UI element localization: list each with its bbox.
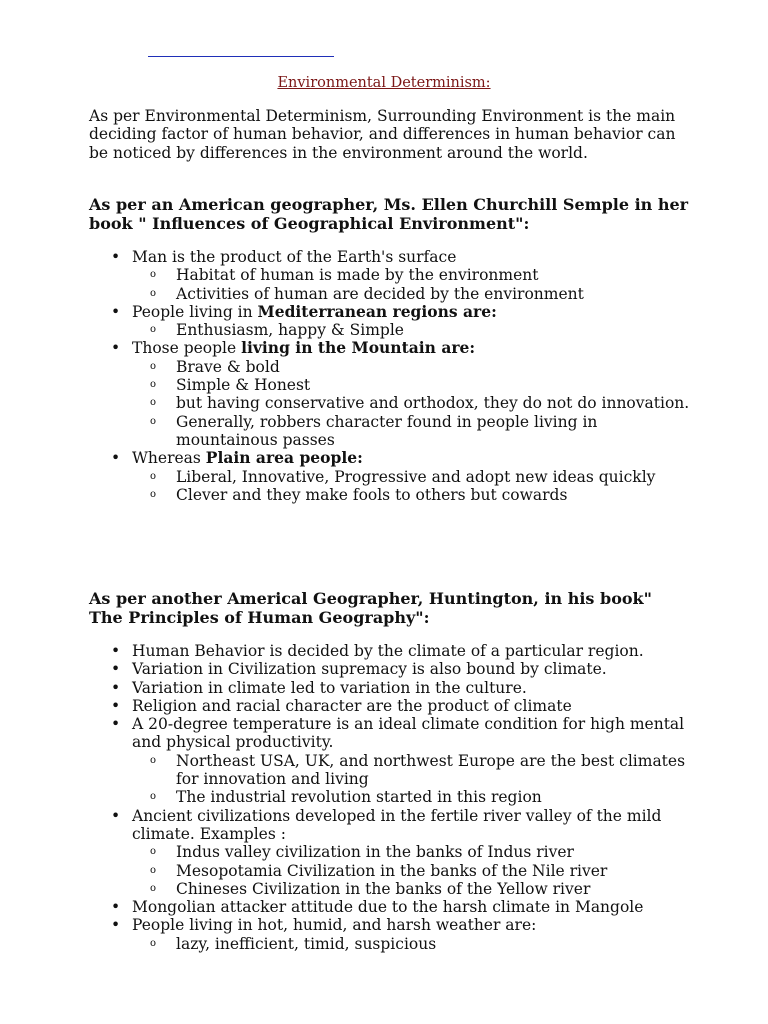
- list-item: • Whereas Plain area people: o Liberal, Innovative, Progressive and adopt new ideas quickly o Clever and they make fools to others but cowards: [111, 449, 691, 504]
- list-item: • Human Behavior is decided by the climate of a particular region.: [111, 642, 691, 660]
- sub-list-item: o Indus valley civilization in the banks of Indus river: [176, 843, 691, 861]
- sub-list-item: o Habitat of human is made by the environment: [176, 266, 691, 284]
- sub-list-item: o Chineses Civilization in the banks of the Yellow river: [176, 880, 691, 898]
- sub-list-item: o Liberal, Innovative, Progressive and adopt new ideas quickly: [176, 468, 691, 486]
- sub-list-item: o Generally, robbers character found in people living in mountainous passes: [176, 413, 691, 450]
- sub-list-item: o lazy, inefficient, timid, suspicious: [176, 935, 691, 953]
- list-item: • Those people living in the Mountain are: o Brave & bold o Simple & Honest o but having conservative and orthodox, they do not do innovation. o Generally, robbers character found in people living in mountainous passes: [111, 339, 691, 449]
- list-item: • Mongolian attacker attitude due to the harsh climate in Mangole: [111, 898, 691, 916]
- list-item: • People living in Mediterranean regions are: o Enthusiasm, happy & Simple: [111, 303, 691, 340]
- sub-list-item: o Mesopotamia Civilization in the banks of the Nile river: [176, 862, 691, 880]
- page-title: Environmental Determinism:: [277, 75, 491, 91]
- sub-list: [132, 843, 691, 898]
- list-item: • Man is the product of the Earth's surface o Habitat of human is made by the environment o Activities of human are decided by the environment: [111, 248, 691, 303]
- sub-list: [132, 358, 691, 449]
- list-item: • People living in hot, humid, and harsh weather are: o lazy, inefficient, timid, suspicious: [111, 916, 691, 953]
- sub-list-item: o but having conservative and orthodox, they do not do innovation.: [176, 394, 691, 412]
- sub-list-item: o The industrial revolution started in this region: [176, 788, 691, 806]
- sub-list: [132, 266, 691, 303]
- top-link-underline[interactable]: [148, 56, 334, 57]
- sub-list: [132, 752, 691, 807]
- section2-heading: As per another Americal Geographer, Huntington, in his book" The Principles of Human Geography":: [89, 589, 652, 627]
- intro-paragraph: As per Environmental Determinism, Surrounding Environment is the main deciding factor of human behavior, and differences in human behavior can be noticed by differences in the environment around the world.: [89, 107, 676, 162]
- sub-list: [132, 468, 691, 505]
- list-item: • Variation in Civilization supremacy is also bound by climate.: [111, 660, 691, 678]
- sub-list: [132, 321, 691, 339]
- sub-list-item: o Activities of human are decided by the environment: [176, 285, 691, 303]
- list-item: • Religion and racial character are the product of climate: [111, 697, 691, 715]
- sub-list-item: o Brave & bold: [176, 358, 691, 376]
- section1-list: [111, 248, 691, 504]
- section2-list: [111, 642, 691, 953]
- sub-list-item: o Simple & Honest: [176, 376, 691, 394]
- sub-list: [132, 935, 691, 953]
- sub-list-item: o Clever and they make fools to others but cowards: [176, 486, 691, 504]
- list-item: • Variation in climate led to variation in the culture.: [111, 679, 691, 697]
- list-item: • A 20-degree temperature is an ideal climate condition for high mental and physical productivity. o Northeast USA, UK, and northwest Europe are the best climates for innovation and living o The industrial revolution started in this region: [111, 715, 691, 806]
- sub-list-item: o Enthusiasm, happy & Simple: [176, 321, 691, 339]
- list-item: • Ancient civilizations developed in the fertile river valley of the mild climate. Examples : o Indus valley civilization in the banks of Indus river o Mesopotamia Civilization in the banks of the Nile river o Chineses Civilization in the banks of the Yellow river: [111, 807, 691, 898]
- sub-list-item: o Northeast USA, UK, and northwest Europe are the best climates for innovation and living: [176, 752, 691, 789]
- section1-heading: As per an American geographer, Ms. Ellen Churchill Semple in her book " Influences of Geographical Environment":: [89, 195, 689, 233]
